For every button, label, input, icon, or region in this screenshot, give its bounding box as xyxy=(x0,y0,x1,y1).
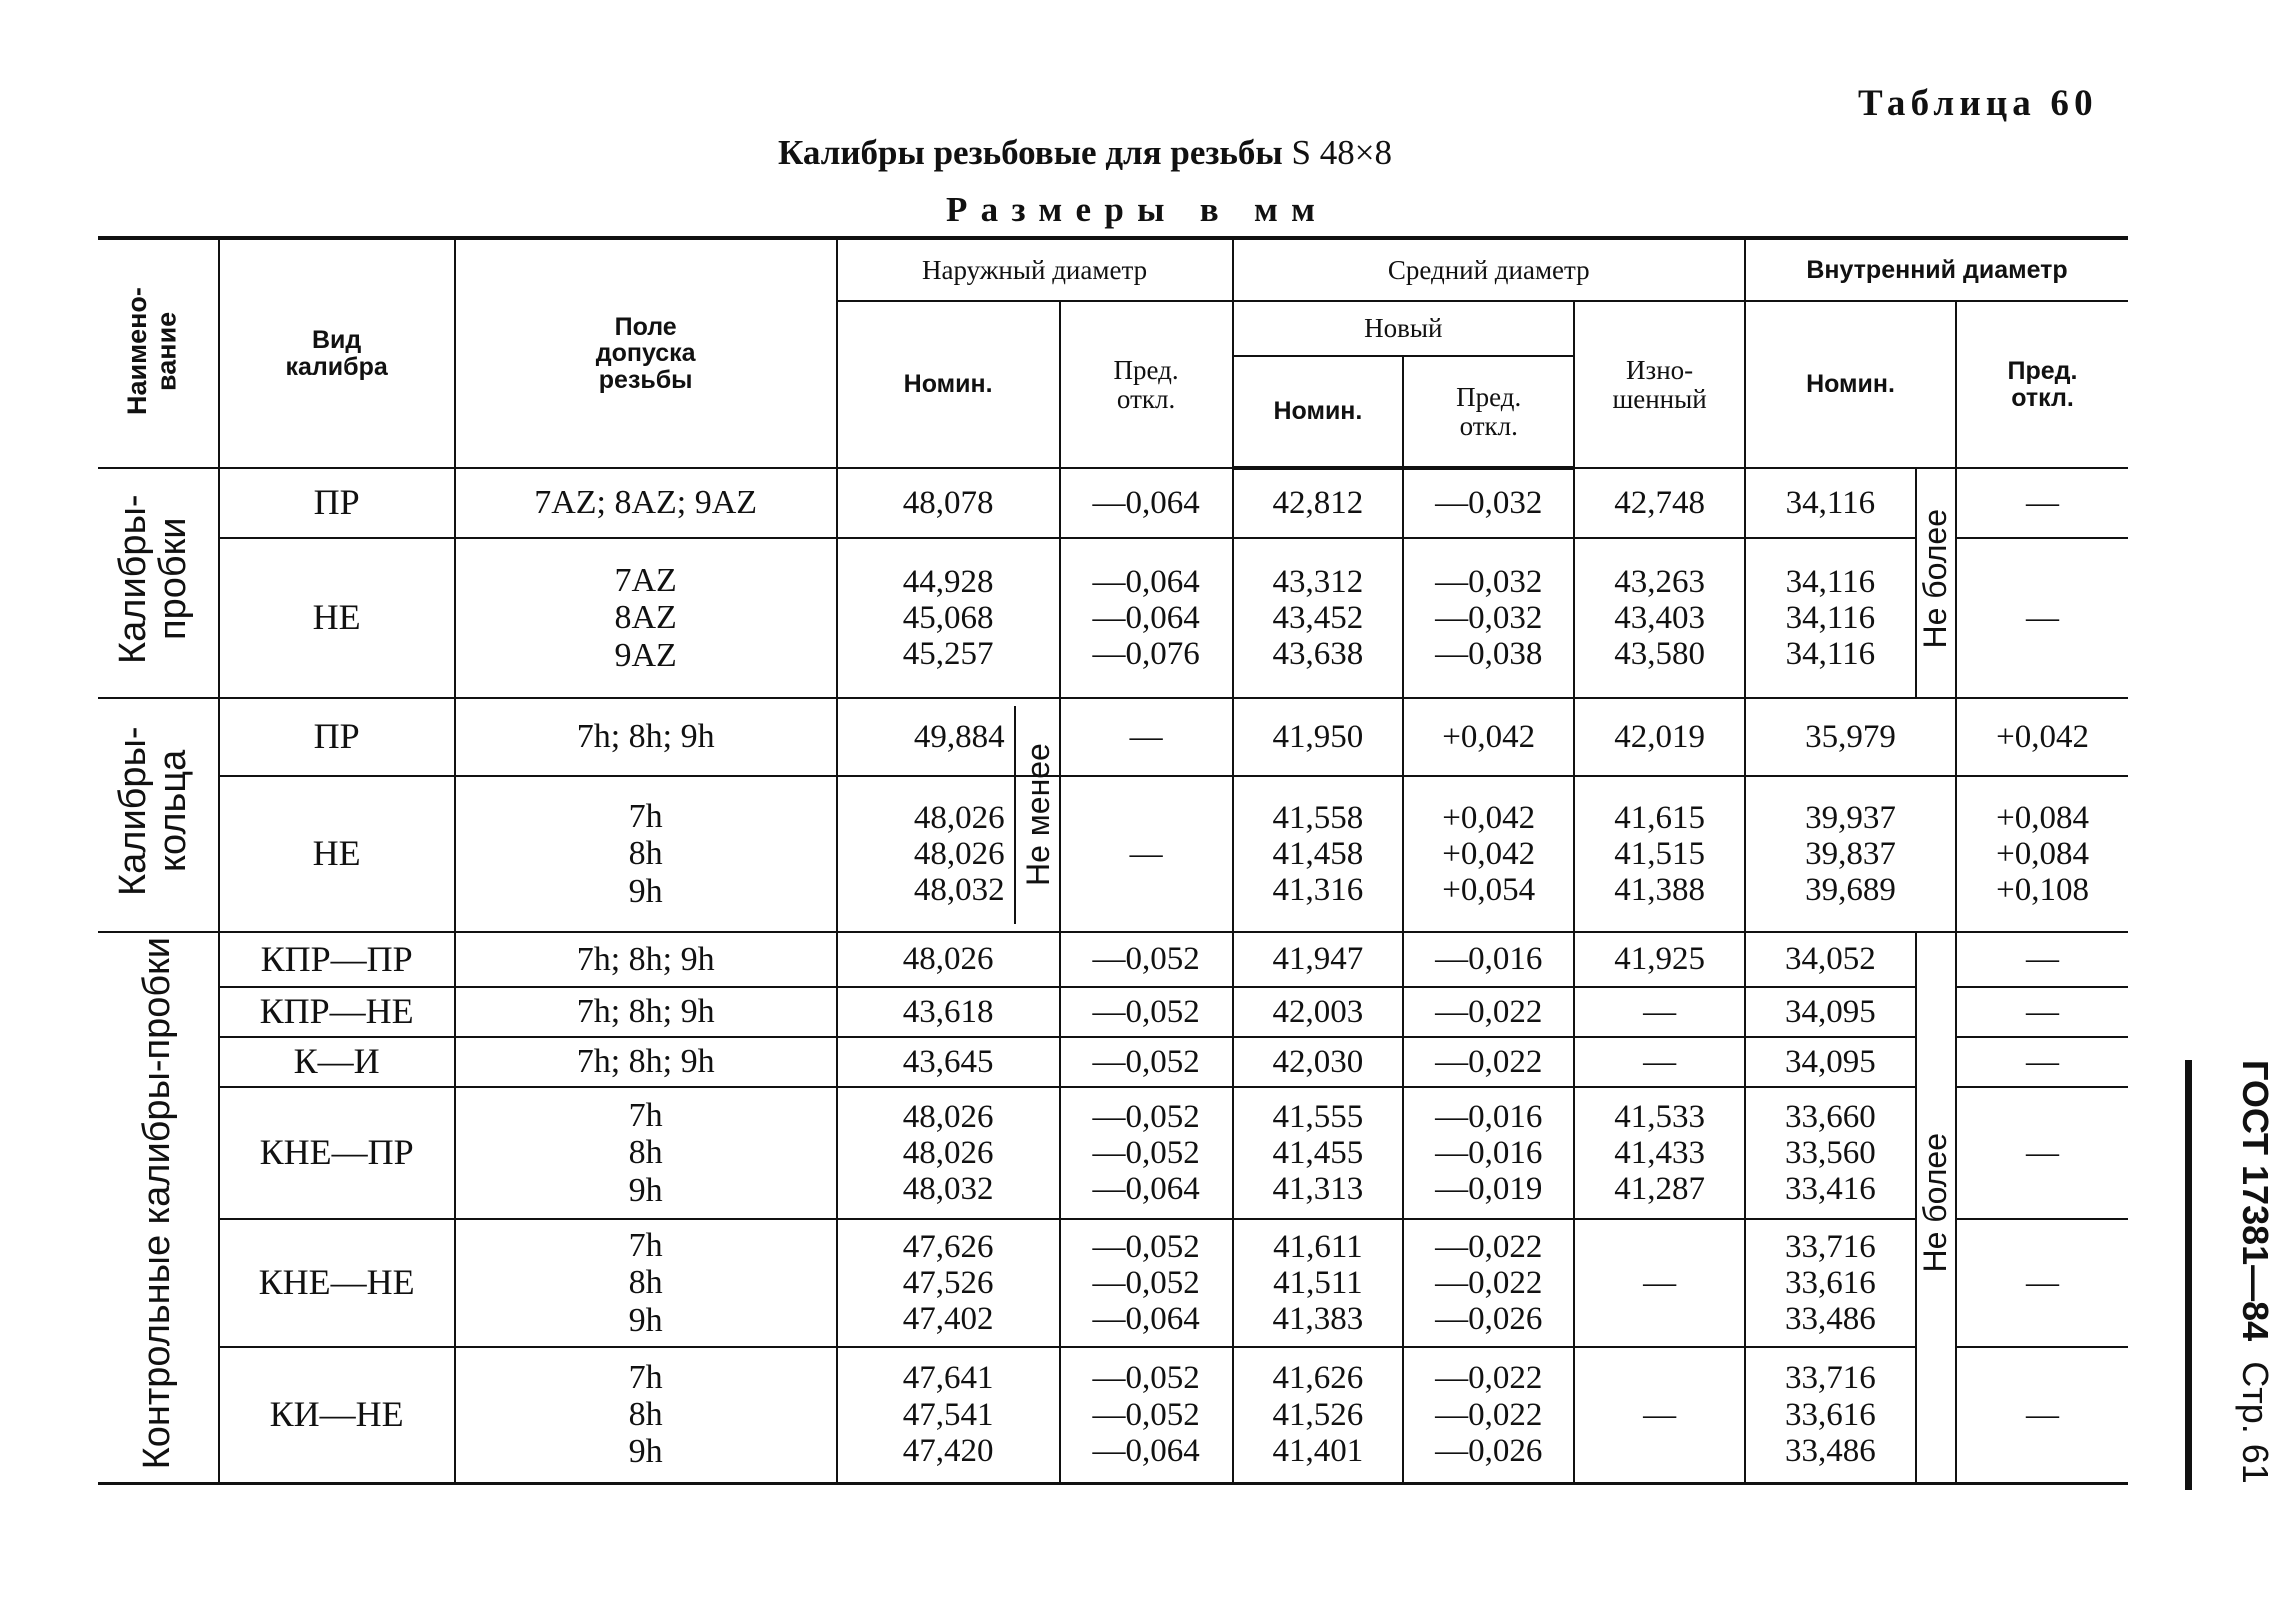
inner_nom-value: 33,486 xyxy=(1785,1432,1876,1469)
cell-mid_dev xyxy=(1403,776,1574,932)
cell-outer_nom xyxy=(837,1219,1060,1347)
worn-value: 42,019 xyxy=(1614,718,1705,755)
worn-value: 41,515 xyxy=(1614,835,1705,872)
inner_dev-value: — xyxy=(2026,484,2060,521)
mid_nom-value: 41,401 xyxy=(1272,1432,1364,1469)
cell-inner_nom xyxy=(1745,1037,1916,1087)
cell-inner_dev xyxy=(1956,468,2128,538)
cell-inner_dev xyxy=(1956,1087,2128,1219)
outer_dev-value: —0,052 xyxy=(1092,1134,1200,1171)
mid_nom-value: 41,558 xyxy=(1272,799,1364,836)
outer_nom-value: 47,641 xyxy=(902,1360,994,1397)
cell-outer_dev xyxy=(1060,1347,1233,1483)
outer_dev-value: —0,052 xyxy=(1092,941,1200,978)
inner_dev-value: — xyxy=(2026,1043,2060,1080)
side-label xyxy=(2196,1060,2276,1500)
outer_nom-value: 49,884 xyxy=(913,718,1005,755)
mid_nom-value: 41,458 xyxy=(1272,835,1364,872)
cell-worn xyxy=(1574,1087,1745,1219)
outer_dev-value: —0,064 xyxy=(1092,484,1200,521)
mid_nom-value: 43,638 xyxy=(1272,636,1364,673)
tol-value: 7h xyxy=(628,797,663,835)
tol-value: 9AZ xyxy=(614,636,677,674)
inner_nom-value: 33,560 xyxy=(1785,1134,1876,1171)
outer_nom-value: 48,026 xyxy=(902,1098,994,1135)
cell-worn xyxy=(1574,932,1745,987)
note-not-more-text: Не более xyxy=(1917,1133,1954,1273)
cell-inner_nom xyxy=(1745,1219,1916,1347)
mid_nom-value: 41,611 xyxy=(1273,1228,1363,1265)
cell-mid_dev xyxy=(1403,698,1574,776)
cell-outer_dev xyxy=(1060,932,1233,987)
tol-value: 7h; 8h; 9h xyxy=(576,1043,715,1081)
note-not-more xyxy=(1916,468,1956,698)
inner_nom-value: 34,095 xyxy=(1785,993,1876,1030)
cell-mid_dev xyxy=(1403,987,1574,1037)
cell-mid_nom xyxy=(1233,987,1404,1037)
cell-outer_dev xyxy=(1060,776,1233,932)
mid_dev-value: —0,022 xyxy=(1435,1228,1543,1265)
inner_nom-value: 39,837 xyxy=(1805,835,1896,872)
cell-tol xyxy=(455,1219,837,1347)
gauge-kind: КИ—НЕ xyxy=(219,1347,455,1483)
outer_nom-value: 43,618 xyxy=(902,993,994,1030)
outer_dev-value: — xyxy=(1129,718,1163,755)
note-not-less: Не менее xyxy=(1014,706,1061,924)
mid_dev-value: +0,042 xyxy=(1442,835,1536,872)
mid_dev-value: —0,032 xyxy=(1435,485,1543,522)
cell-mid_dev xyxy=(1403,468,1574,538)
cell-mid_dev xyxy=(1403,538,1574,698)
tol-value: 7AZ; 8AZ; 9AZ xyxy=(534,484,758,522)
mid_nom-value: 41,950 xyxy=(1272,718,1364,755)
cell-mid_nom xyxy=(1233,1219,1404,1347)
outer_nom-value: 47,402 xyxy=(902,1301,994,1338)
cell-inner_dev xyxy=(1956,1219,2128,1347)
worn-value: 41,388 xyxy=(1614,872,1705,909)
table-row xyxy=(98,1087,2128,1219)
cell-outer_nom xyxy=(837,932,1060,987)
tol-value: 8h xyxy=(628,1396,663,1434)
header-worn: Изно-шенный xyxy=(1574,301,1745,468)
gauge-kind: ПР xyxy=(219,698,455,776)
cell-mid_dev xyxy=(1403,932,1574,987)
cell-worn xyxy=(1574,538,1745,698)
cell-inner_nom xyxy=(1745,776,1956,932)
inner_nom-value: 34,116 xyxy=(1785,636,1876,673)
gauge-kind: КПР—НЕ xyxy=(219,987,455,1037)
cell-tol xyxy=(455,932,837,987)
cell-inner_dev xyxy=(1956,987,2128,1037)
mid_dev-value: —0,016 xyxy=(1435,1134,1543,1171)
cell-mid_dev xyxy=(1403,1347,1574,1483)
cell-outer_dev xyxy=(1060,1037,1233,1087)
inner_nom-value: 34,095 xyxy=(1785,1043,1876,1080)
worn-value: 41,925 xyxy=(1614,941,1705,978)
inner_dev-value: +0,084 xyxy=(1996,835,2089,872)
cell-outer_dev xyxy=(1060,468,1233,538)
worn-value: 43,403 xyxy=(1614,599,1705,636)
header-outer-dev: Пред. откл. xyxy=(1060,301,1233,468)
outer_nom-value: 45,257 xyxy=(902,636,994,673)
inner_dev-value: — xyxy=(2026,1396,2060,1433)
cell-outer_dev xyxy=(1060,1087,1233,1219)
cell-worn xyxy=(1574,776,1745,932)
outer_nom-value: 47,526 xyxy=(902,1264,994,1301)
gauge-kind: НЕ xyxy=(219,776,455,932)
inner_nom-value: 33,716 xyxy=(1785,1228,1876,1265)
header-name xyxy=(98,238,219,468)
outer_dev-value: —0,064 xyxy=(1092,563,1200,600)
cell-worn xyxy=(1574,1037,1745,1087)
header-outer: Наружный диаметр xyxy=(837,238,1233,301)
inner_dev-value: +0,108 xyxy=(1996,872,2089,909)
gauge-kind: КНЕ—НЕ xyxy=(219,1219,455,1347)
mid_dev-value: —0,019 xyxy=(1435,1171,1543,1208)
gauge-kind: КНЕ—ПР xyxy=(219,1087,455,1219)
group-name: Калибры-пробки xyxy=(111,494,194,664)
header-tolerance: Поле допуска резьбы xyxy=(455,238,837,468)
outer_nom-value: 47,626 xyxy=(902,1228,994,1265)
worn-value: 41,433 xyxy=(1614,1134,1705,1171)
table-row xyxy=(98,932,2128,987)
mid_nom-value: 42,812 xyxy=(1272,485,1364,522)
mid_dev-value: —0,026 xyxy=(1435,1301,1543,1338)
cell-mid_nom xyxy=(1233,698,1404,776)
cell-outer_dev xyxy=(1060,698,1233,776)
cell-tol xyxy=(455,1347,837,1483)
mid_nom-value: 41,511 xyxy=(1273,1264,1363,1301)
mid_dev-value: —0,016 xyxy=(1435,941,1543,978)
cell-outer_nom xyxy=(837,538,1060,698)
outer_dev-value: —0,064 xyxy=(1092,1301,1200,1338)
header-inner-dev: Пред. откл. xyxy=(1956,301,2128,468)
side-page: Стр. 61 xyxy=(2235,1361,2276,1484)
mid_nom-value: 41,626 xyxy=(1272,1360,1364,1397)
outer_dev-value: —0,052 xyxy=(1092,1098,1200,1135)
outer_dev-value: —0,064 xyxy=(1092,599,1200,636)
cell-tol xyxy=(455,1037,837,1087)
table-row xyxy=(98,538,2128,698)
header-inner-nom: Номин. xyxy=(1745,301,1956,468)
outer_nom-value: 48,026 xyxy=(913,835,1005,872)
group-name: Калибры-кольца xyxy=(111,726,194,896)
mid_dev-value: —0,026 xyxy=(1435,1432,1543,1469)
side-bar xyxy=(2185,1060,2192,1490)
units-caption: Размеры в мм xyxy=(946,190,1329,229)
cell-mid_nom xyxy=(1233,1037,1404,1087)
mid_nom-value: 41,555 xyxy=(1272,1098,1364,1135)
cell-outer_nom xyxy=(837,987,1060,1037)
worn-value: 43,263 xyxy=(1614,563,1705,600)
table-row xyxy=(98,1037,2128,1087)
outer_dev-value: —0,052 xyxy=(1092,1228,1200,1265)
cell-outer_nom xyxy=(837,1347,1060,1483)
gauge-kind: К—И xyxy=(219,1037,455,1087)
outer_dev-value: — xyxy=(1129,835,1163,872)
cell-worn xyxy=(1574,987,1745,1037)
outer_dev-value: —0,052 xyxy=(1092,1396,1200,1433)
mid_dev-value: —0,032 xyxy=(1435,599,1543,636)
cell-mid_nom xyxy=(1233,932,1404,987)
tol-value: 8h xyxy=(628,1134,663,1172)
cell-outer_nom xyxy=(837,1087,1060,1219)
inner_dev-value: — xyxy=(2026,1134,2060,1171)
gauge-kind: КПР—ПР xyxy=(219,932,455,987)
cell-mid_nom xyxy=(1233,776,1404,932)
mid_dev-value: —0,022 xyxy=(1435,1360,1543,1397)
cell-mid_dev xyxy=(1403,1037,1574,1087)
cell-outer_dev xyxy=(1060,987,1233,1037)
table-row xyxy=(98,987,2128,1037)
worn-value: 42,748 xyxy=(1614,484,1705,521)
group-name-cell xyxy=(98,932,219,1483)
cell-mid_nom xyxy=(1233,1347,1404,1483)
cell-inner_dev xyxy=(1956,1347,2128,1483)
outer_nom-value: 43,645 xyxy=(902,1043,994,1080)
tol-value: 8AZ xyxy=(614,599,677,637)
worn-value: — xyxy=(1643,993,1677,1030)
mid_nom-value: 42,030 xyxy=(1272,1043,1364,1080)
cell-tol xyxy=(455,698,837,776)
mid_dev-value: —0,016 xyxy=(1435,1098,1543,1135)
inner_nom-value: 35,979 xyxy=(1805,718,1896,755)
tol-value: 9h xyxy=(628,1301,663,1339)
table-header xyxy=(98,238,2128,468)
outer_dev-value: —0,052 xyxy=(1092,1264,1200,1301)
cell-worn xyxy=(1574,468,1745,538)
worn-value: — xyxy=(1643,1043,1677,1080)
header-middle: Средний диаметр xyxy=(1233,238,1746,301)
tol-value: 7h xyxy=(628,1358,663,1396)
cell-tol xyxy=(455,987,837,1037)
cell-mid_nom xyxy=(1233,1087,1404,1219)
cell-worn xyxy=(1574,1219,1745,1347)
table-number: Таблица 60 xyxy=(1858,83,2098,124)
mid_dev-value: +0,054 xyxy=(1442,872,1536,909)
outer_dev-value: —0,052 xyxy=(1092,1360,1200,1397)
cell-inner_nom xyxy=(1745,987,1916,1037)
title-thread: S 48×8 xyxy=(1291,133,1392,172)
mid_nom-value: 41,313 xyxy=(1272,1171,1364,1208)
mid_dev-value: —0,022 xyxy=(1435,993,1543,1030)
inner_dev-value: +0,084 xyxy=(1996,799,2089,836)
table-row xyxy=(98,776,2128,932)
table-title xyxy=(778,133,1392,173)
tol-value: 7h; 8h; 9h xyxy=(576,940,715,978)
table-row xyxy=(98,1219,2128,1347)
worn-value: 41,615 xyxy=(1614,799,1705,836)
cell-worn xyxy=(1574,1347,1745,1483)
outer_dev-value: —0,064 xyxy=(1092,1171,1200,1208)
tol-value: 7h xyxy=(628,1226,663,1264)
tol-value: 9h xyxy=(628,1433,663,1471)
inner_nom-value: 34,116 xyxy=(1785,484,1876,521)
inner_nom-value: 33,716 xyxy=(1785,1360,1876,1397)
note-not-more-text: Не более xyxy=(1917,509,1954,649)
mid_dev-value: —0,022 xyxy=(1435,1043,1543,1080)
worn-value: 41,533 xyxy=(1614,1098,1705,1135)
cell-tol xyxy=(455,1087,837,1219)
outer_nom-value: 48,032 xyxy=(902,1171,994,1208)
mid_nom-value: 43,452 xyxy=(1272,599,1364,636)
cell-outer_dev xyxy=(1060,1219,1233,1347)
tol-value: 8h xyxy=(628,835,663,873)
note-not-more xyxy=(1916,932,1956,1483)
mid_dev-value: +0,042 xyxy=(1442,799,1536,836)
gauge-kind: ПР xyxy=(219,468,455,538)
mid_nom-value: 43,312 xyxy=(1272,563,1364,600)
inner_dev-value: — xyxy=(2026,599,2060,636)
outer_nom-value: 44,928 xyxy=(902,563,994,600)
outer_nom-value: 47,541 xyxy=(902,1396,994,1433)
outer_nom-value: 48,078 xyxy=(902,484,994,521)
cell-mid_dev xyxy=(1403,1219,1574,1347)
outer_dev-value: —0,064 xyxy=(1092,1432,1200,1469)
mid_dev-value: —0,038 xyxy=(1435,636,1543,673)
outer_nom-value: 48,032 xyxy=(913,872,1005,909)
tol-value: 7h xyxy=(628,1096,663,1134)
outer_nom-value: 48,026 xyxy=(913,799,1005,836)
outer_nom-value: 47,420 xyxy=(902,1432,994,1469)
mid_dev-value: —0,032 xyxy=(1435,563,1543,600)
tol-value: 7AZ xyxy=(614,561,677,599)
table-row xyxy=(98,1347,2128,1483)
inner_nom-value: 34,116 xyxy=(1785,599,1876,636)
inner_nom-value: 33,616 xyxy=(1785,1264,1876,1301)
outer_dev-value: —0,076 xyxy=(1092,636,1200,673)
worn-value: — xyxy=(1643,1264,1677,1301)
header-kind: Вид калибра xyxy=(219,238,455,468)
gauge-table xyxy=(98,236,2128,1485)
group-name-cell xyxy=(98,698,219,932)
header-name-text: Наимено-вание xyxy=(121,286,182,415)
header-new: Новый xyxy=(1233,301,1575,356)
mid_nom-value: 41,947 xyxy=(1272,941,1364,978)
header-mid-nom: Номин. xyxy=(1233,356,1404,468)
worn-value: 41,287 xyxy=(1614,1171,1705,1208)
cell-inner_dev xyxy=(1956,932,2128,987)
cell-mid_nom xyxy=(1233,538,1404,698)
cell-outer_dev xyxy=(1060,538,1233,698)
inner_nom-value: 39,937 xyxy=(1805,799,1896,836)
inner_dev-value: — xyxy=(2026,993,2060,1030)
gauge-kind: НЕ xyxy=(219,538,455,698)
mid_dev-value: +0,042 xyxy=(1442,718,1536,755)
outer_dev-value: —0,052 xyxy=(1092,993,1200,1030)
cell-mid_dev xyxy=(1403,1087,1574,1219)
mid_dev-value: —0,022 xyxy=(1435,1396,1543,1433)
inner_nom-value: 39,689 xyxy=(1805,872,1896,909)
inner_nom-value: 33,660 xyxy=(1785,1098,1876,1135)
cell-worn xyxy=(1574,698,1745,776)
cell-tol xyxy=(455,538,837,698)
group-name: Контрольные калибры-пробки xyxy=(135,936,178,1470)
cell-inner_nom xyxy=(1745,932,1916,987)
cell-tol xyxy=(455,468,837,538)
outer_nom-value: 48,026 xyxy=(902,1134,994,1171)
table-row xyxy=(98,468,2128,538)
inner_nom-value: 33,486 xyxy=(1785,1301,1876,1338)
inner_dev-value: — xyxy=(2026,1264,2060,1301)
header-outer-nom: Номин. xyxy=(837,301,1060,468)
side-standard: ГОСТ 17381—84 xyxy=(2235,1060,2276,1342)
cell-inner_dev xyxy=(1956,1037,2128,1087)
inner_dev-value: — xyxy=(2026,941,2060,978)
worn-value: — xyxy=(1643,1396,1677,1433)
cell-inner_dev xyxy=(1956,698,2128,776)
cell-tol xyxy=(455,776,837,932)
mid_nom-value: 41,526 xyxy=(1272,1396,1364,1433)
inner_nom-value: 34,116 xyxy=(1785,563,1876,600)
cell-outer_nom xyxy=(837,1037,1060,1087)
cell-inner_nom xyxy=(1745,1347,1916,1483)
outer_nom-value: 45,068 xyxy=(902,599,994,636)
header-mid-dev: Пред. откл. xyxy=(1403,356,1574,468)
table-body xyxy=(98,468,2128,1483)
cell-mid_nom xyxy=(1233,468,1404,538)
cell-inner_nom xyxy=(1745,538,1916,698)
outer_nom-value: 48,026 xyxy=(902,941,994,978)
worn-value: 43,580 xyxy=(1614,636,1705,673)
cell-inner_dev xyxy=(1956,538,2128,698)
tol-value: 7h; 8h; 9h xyxy=(576,993,715,1031)
inner_nom-value: 34,052 xyxy=(1785,941,1876,978)
inner_dev-value: +0,042 xyxy=(1996,718,2089,755)
cell-inner_nom xyxy=(1745,698,1956,776)
table-row xyxy=(98,698,2128,776)
cell-inner_nom xyxy=(1745,1087,1916,1219)
inner_nom-value: 33,616 xyxy=(1785,1396,1876,1433)
mid_nom-value: 41,383 xyxy=(1272,1301,1364,1338)
mid_nom-value: 41,316 xyxy=(1272,872,1364,909)
tol-value: 8h xyxy=(628,1264,663,1302)
tol-value: 9h xyxy=(628,872,663,910)
mid_nom-value: 42,003 xyxy=(1272,993,1364,1030)
tol-value: 9h xyxy=(628,1171,663,1209)
header-inner: Внутренний диаметр xyxy=(1745,238,2128,301)
tol-value: 7h; 8h; 9h xyxy=(576,718,715,756)
inner_nom-value: 33,416 xyxy=(1785,1171,1876,1208)
mid_nom-value: 41,455 xyxy=(1272,1134,1364,1171)
mid_dev-value: —0,022 xyxy=(1435,1264,1543,1301)
outer_dev-value: —0,052 xyxy=(1092,1043,1200,1080)
cell-outer_nom xyxy=(837,468,1060,538)
cell-inner_nom xyxy=(1745,468,1916,538)
title-prefix: Калибры резьбовые для резьбы xyxy=(778,133,1283,172)
cell-inner_dev xyxy=(1956,776,2128,932)
group-name-cell xyxy=(98,468,219,698)
